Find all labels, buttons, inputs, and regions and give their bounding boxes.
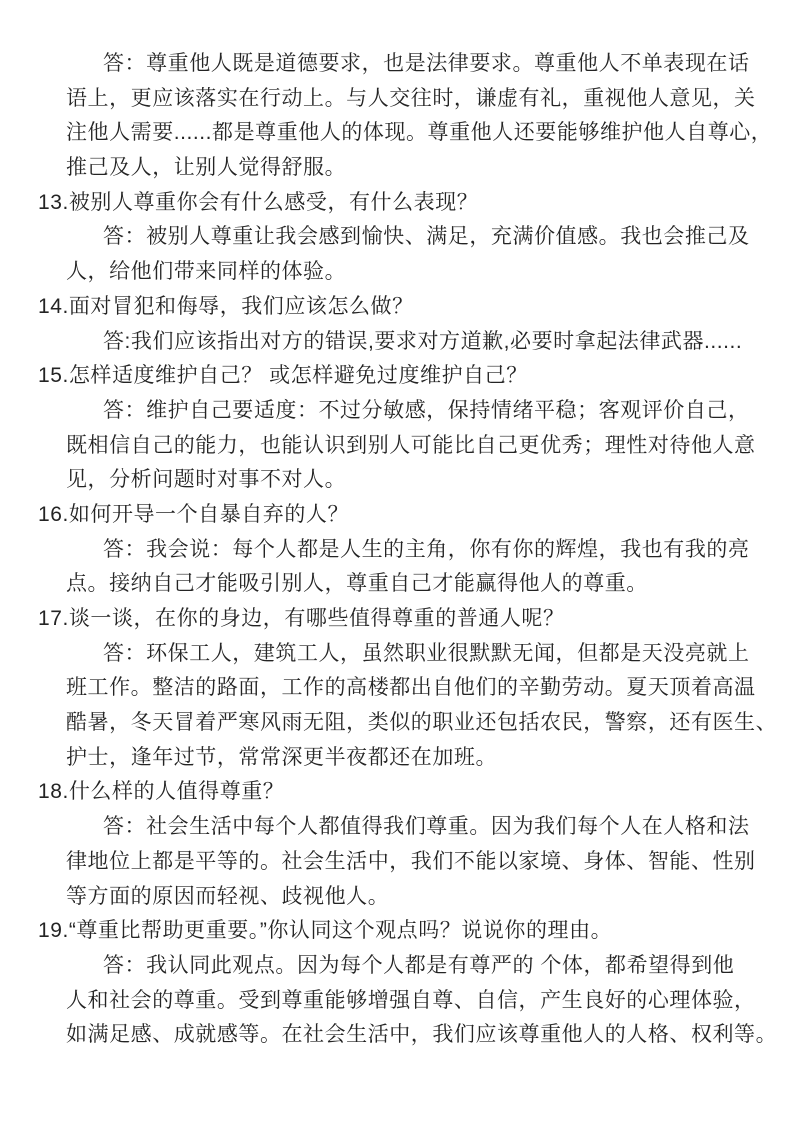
- answer-line: 答：社会生活中每个人都值得我们尊重。因为我们每个人在人格和法: [103, 815, 750, 839]
- answer-line: 酷暑，冬天冒着严寒风雨无阻，类似的职业还包括农民，警察，还有医生、: [66, 711, 778, 735]
- answer-line: 见，分析问题时对事不对人。: [66, 468, 347, 492]
- answer-line: 人，给他们带来同样的体验。: [66, 260, 347, 284]
- answer-line: 语上，更应该落实在行动上。与人交往时，谦虚有礼，重视他人意见，关: [66, 86, 756, 110]
- answer-line: 律地位上都是平等的。社会生活中，我们不能以家境、身体、智能、性别: [66, 849, 756, 873]
- answer-line: 答：环保工人，建筑工人，虽然职业很默默无闻，但都是天没亮就上: [103, 641, 750, 665]
- question-line: 16.如何开导一个自暴自弃的人？: [38, 502, 349, 526]
- question-line: 15.怎样适度维护自己？ 或怎样避免过度维护自己？: [38, 364, 528, 388]
- answer-line: 既相信自己的能力，也能认识到别人可能比自己更优秀；理性对待他人意: [66, 433, 756, 457]
- answer-line: 答：我认同此观点。因为每个人都是有尊严的 个体，都希望得到他: [103, 953, 735, 977]
- answer-line: 护士，逢年过节，常常深更半夜都还在加班。: [66, 745, 497, 769]
- answer-line: 人和社会的尊重。受到尊重能够增强自尊、自信，产生良好的心理体验，: [66, 988, 756, 1012]
- question-line: 19.“尊重比帮助更重要。”你认同这个观点吗？说说你的理由。: [38, 919, 613, 943]
- question-line: 18.什么样的人值得尊重？: [38, 780, 285, 804]
- answer-line: 答：维护自己要适度：不过分敏感，保持情绪平稳；客观评价自己，: [103, 398, 750, 422]
- question-line: 14.面对冒犯和侮辱，我们应该怎么做？: [38, 294, 414, 318]
- answer-line: 如满足感、成就感等。在社会生活中，我们应该尊重他人的人格、权利等。: [66, 1023, 778, 1047]
- answer-line: 班工作。整洁的路面，工作的高楼都出自他们的辛勤劳动。夏天顶着高温: [66, 676, 756, 700]
- answer-line: 等方面的原因而轻视、歧视他人。: [66, 884, 390, 908]
- answer-line: 注他人需要......都是尊重他人的体现。尊重他人还要能够维护他人自尊心，: [66, 121, 773, 145]
- answer-line: 答：尊重他人既是道德要求，也是法律要求。尊重他人不单表现在话: [103, 52, 750, 75]
- answer-line: 答:我们应该指出对方的错误,要求对方道歉,必要时拿起法律武器......: [103, 329, 743, 353]
- answer-line: 答：被别人尊重让我会感到愉快、满足，充满价值感。我也会推己及: [103, 225, 750, 249]
- question-line: 13.被别人尊重你会有什么感受，有什么表现？: [38, 190, 479, 214]
- answer-line: 点。接纳自己才能吸引别人，尊重自己才能赢得他人的尊重。: [66, 572, 648, 596]
- document-content: [38, 47, 778, 1053]
- question-line: 17.谈一谈，在你的身边，有哪些值得尊重的普通人呢？: [38, 607, 565, 630]
- answer-line: 推己及人，让别人觉得舒服。: [66, 156, 347, 180]
- answer-line: 答：我会说：每个人都是人生的主角，你有你的辉煌，我也有我的亮: [103, 537, 750, 561]
